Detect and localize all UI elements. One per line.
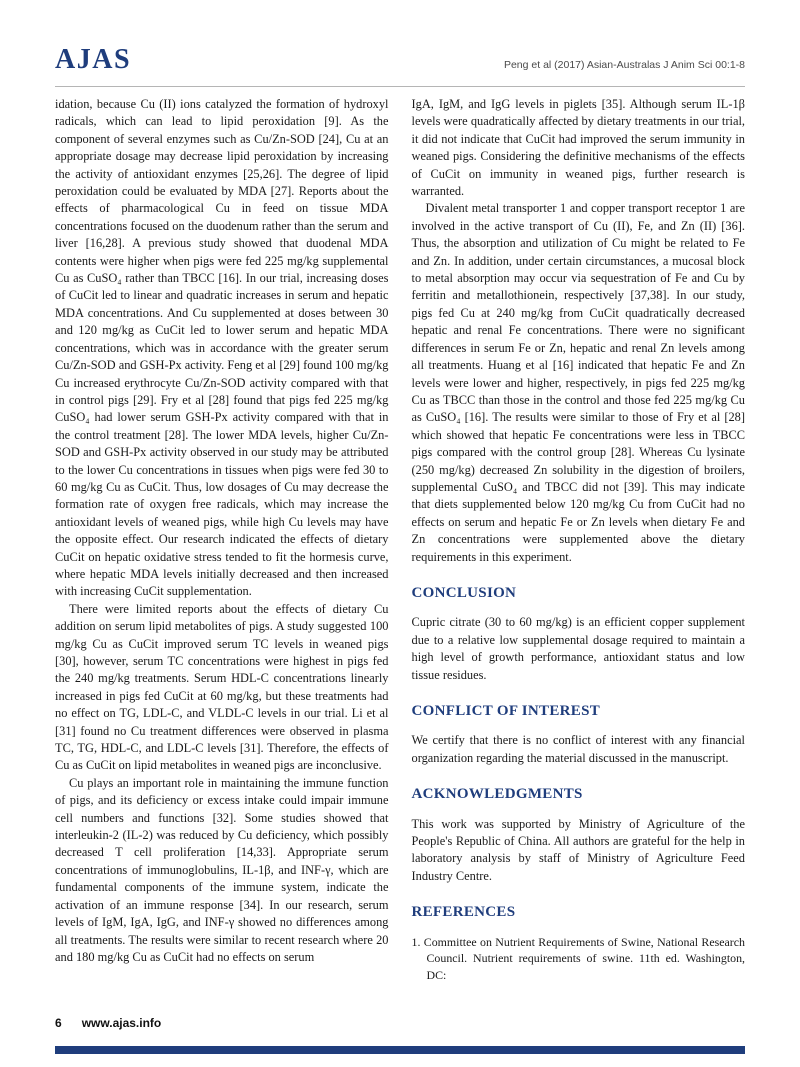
- header-divider: [55, 86, 745, 87]
- journal-url-link[interactable]: www.ajas.info: [81, 1016, 162, 1030]
- reference-item: 1. Committee on Nutrient Requirements of Swine, National Research Council. Nutrient requirements of swine. 11th ed. Washington, DC:: [411, 934, 745, 982]
- paragraph-immunity-continued: IgA, IgM, and IgG levels in piglets [35]. Although serum IL-1β levels were quadratically affected by dietary treatments in our trial, it did not indicate that CuCit had improved the serum immunity in weaned pigs. Considering the definitive mechanisms of the effects of CuCit on immunity in weaned pigs, further research is warranted.: [411, 97, 745, 199]
- journal-logo: AJAS: [55, 44, 132, 75]
- footer-bar: [55, 1046, 745, 1054]
- paragraph-lipid-metabolites: There were limited reports about the effects of dietary Cu addition on serum lipid metabolites of pigs. A study suggested 100 mg/kg Cu as CuCit improved serum TC levels in weaned pigs [30], however, serum TC concentrations were highest in pigs fed the 240 mg/kg treatments. Serum HDL-C concentrations linearly increased in pigs fed CuCit at 60 mg/kg, but these treatments had no effect on TG, LDL-C, and VLDL-C levels in our trial. Li et al [31] found no Cu treatment differences were observed in plasma TC, TG, HDL-C, and LDL-C levels [31]. Therefore, the effects of Cu as CuCit on lipid metabolites in weaned pigs are inconclusive.: [55, 601, 389, 773]
- section-heading-acknowledgments: ACKNOWLEDGMENTS: [411, 786, 583, 803]
- paragraph-conflict-of-interest: We certify that there is no conflict of interest with any financial organization regarding the material discussed in the manuscript.: [411, 733, 745, 765]
- paragraph-acknowledgments: This work was supported by Ministry of Agriculture of the People's Republic of China. All authors are grateful for the help in laboratory analysis by staff of Ministry of Agriculture Feed Industry Centre.: [411, 816, 745, 883]
- paragraph-conclusion: Cupric citrate (30 to 60 mg/kg) is an efficient copper supplement due to a relative low supplemental dosage required to maintain a high level of growth performance, antioxidant status and low tissue residues.: [411, 615, 745, 682]
- section-heading-conflict-of-interest: CONFLICT OF INTEREST: [411, 703, 601, 719]
- article-body: [55, 96, 745, 983]
- paragraph-metal-transport: Divalent metal transporter 1 and copper transport receptor 1 are involved in the active transport of Cu (II), Fe, and Zn (II) [36]. Thus, the absorption and utilization of Cu might be related to Fe and Zn. In addition, under certain circumstances, a mucosal block to metal absorption may occur via sequestration of Fe and Cu by ferritin and metallothionein, respectively [37,38]. In our study, pigs fed Cu at 240 mg/kg from CuCit quadratically decreased hepatic and renal Fe concentrations. There were no significant differences in serum Fe or Zn, hepatic and renal Zn levels among all treatments. Huang et al [16] indicated that hepatic Fe and Zn levels were lower and higher, respectively, in pigs fed 225 mg/kg Cu as TBCC than those in the control and those fed 225 mg/kg Cu as CuSO₄ [16]. The results were similar to those of Fry et al [28] which showed that hepatic Fe concentrations were less in TBCC pigs compared with the control group [28]. Whereas Cu lysinate (250 mg/kg) decreased Zn solubility in the digestion of broilers, supplemental CuSO₄ and TBCC did not [39]. This may indicate that diets supplemented below 120 mg/kg Cu from CuCit had no effects on serum and hepatic Fe or Zn levels when dietary Fe and Zn concentrations were supplemented above the dietary requirements in this experiment.: [411, 201, 745, 564]
- page-header: [55, 46, 745, 74]
- running-head-citation: Peng et al (2017) Asian-Australas J Anim Sci 00:1-8: [503, 59, 745, 71]
- right-column: [412, 96, 746, 983]
- paragraph-immune-function: Cu plays an important role in maintaining the immune function of pigs, and its deficiency or excess intake could impair immune cell numbers and functions [32]. Some studies showed that interleukin-2 (IL-2) was reduced by Cu deficiency, which possibly decreased T cell proliferation [14,33]. Appropriate serum concentrations of immunoglobulins, IL-1β, and INF-γ, which are fundamental components of the immune system, indicate the activation of an immune response [34]. In our research, serum levels of IgM, IgA, IgG, and INF-γ showed no differences among all treatments. The results were similar to recent research where 20 and 180 mg/kg Cu as CuCit had no effects on serum: [55, 775, 389, 964]
- section-heading-references: REFERENCES: [411, 904, 516, 921]
- section-heading-conclusion: CONCLUSION: [411, 584, 517, 601]
- page-footer: [55, 1016, 161, 1030]
- left-column: [55, 96, 389, 983]
- page-number: 6: [55, 1016, 62, 1030]
- paragraph-peroxidation: idation, because Cu (II) ions catalyzed the formation of hydroxyl radicals, which can lead to lipid peroxidation [9]. As the component of several enzymes such as Cu/Zn-SOD [24], Cu at an appropriate dosage may decrease lipid peroxidation by increasing the activity of antioxidant enzymes [25,26]. The degree of lipid peroxidation could be evaluated by MDA [27]. Reports about the effects of pharmacological Cu in feed on tissue MDA concentrations focused on the duodenum rather than the serum and liver [16,28]. A previous study showed that duodenal MDA contents were higher when pigs were fed 225 mg/kg supplemental Cu as CuSO₄ rather than TBCC [16]. In our trial, increasing doses of CuCit led to linear and quadratic increases in serum and hepatic MDA concentrations. And Cu supplemented at doses between 30 and 120 mg/kg as CuCit led to lower serum and hepatic MDA concentrations, which was in accordance with the greater serum Cu/Zn-SOD and GSH-Px activity. Feng et al [29] found 100 mg/kg Cu increased erythrocyte Cu/Zn-SOD activity compared with that in control pigs [29]. Fry et al [28] found that pigs fed 225 mg/kg CuSO₄ had lower serum GSH-Px activity compared with that in the control treatment [28]. The lower MDA levels, higher Cu/Zn-SOD and GSH-Px activity observed in our study may be attributed to the lower Cu concentrations in tissues when pigs were fed 30 to 60 mg/kg Cu as CuCit. Thus, low dosages of Cu may decrease the formation rate of oxygen free radicals, which may increase the antioxidant levels of weaned pigs, while high Cu levels may have the opposite effect. Our research indicated the effects of dietary CuCit on hepatic oxidative stress tended to fit the hormesis curve, where hepatic MDA levels initially decreased and then increased with increasing CuCit supplementation.: [55, 97, 389, 599]
